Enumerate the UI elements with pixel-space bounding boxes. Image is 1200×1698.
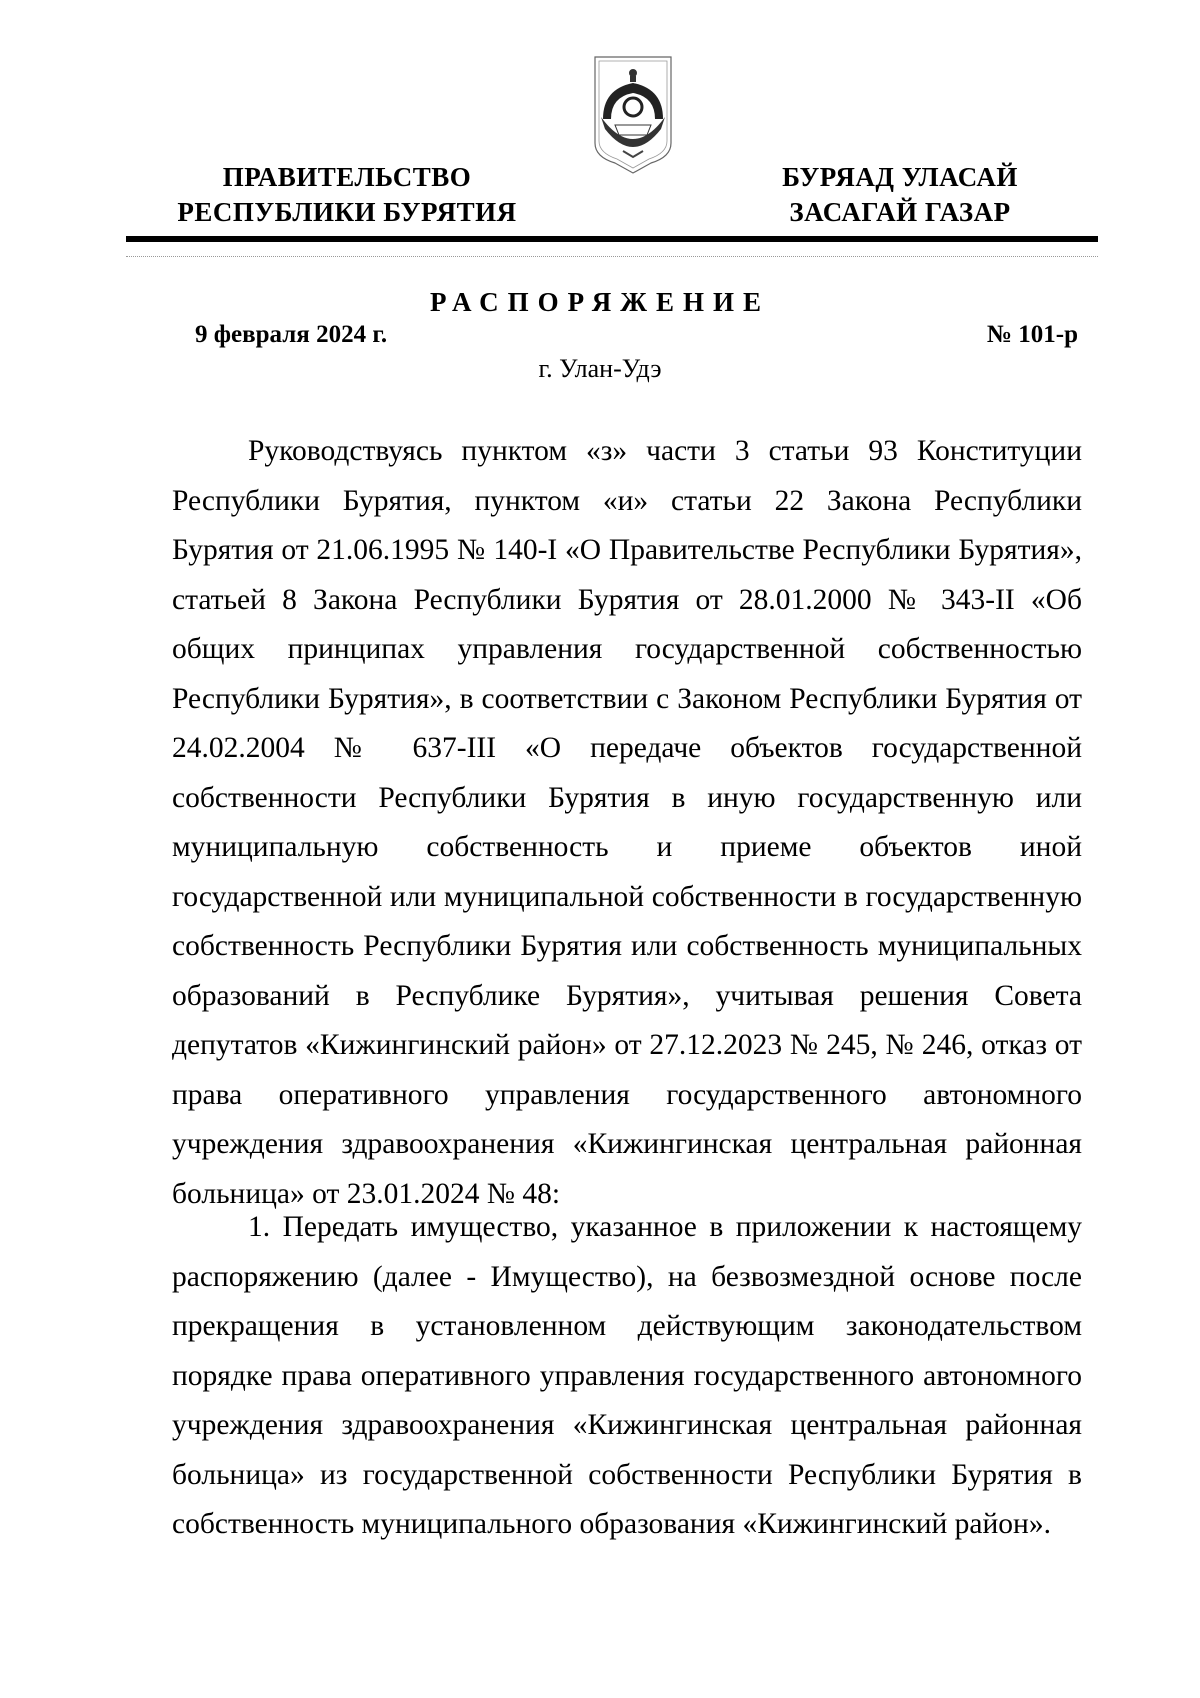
government-title-buryat	[755, 160, 1045, 230]
document-date: 9 февраля 2024 г.	[195, 321, 388, 348]
government-title-buryat-line1: БУРЯАД УЛАСАЙ	[782, 162, 1018, 192]
government-title-line2: РЕСПУБЛИКИ БУРЯТИЯ	[177, 197, 517, 227]
header-divider-thick	[126, 236, 1098, 242]
coat-of-arms-icon	[591, 55, 675, 175]
document-type-heading: РАСПОРЯЖЕНИЕ	[429, 287, 771, 317]
preamble-paragraph: Руководствуясь пунктом «з» части 3 статьи 93 Конституции Республики Бурятия, пунктом «и» статьи 22 Закона Республики Бурятия от 21.06.1995 № 140-I «О Правительстве Республики Бурятия», статьей 8 Закона Республики Бурятия от 28.01.2000 № 343-II «Об общих принципах управления государственной собственностью Республики Бурятия», в соответствии с Законом Республики Бурятия от 24.02.2004 № 637-III «О передаче объектов государственной собственности Республики Бурятия в иную государственную или муниципальную собственность и приеме объектов иной государственной или муниципальной собственности в государственную собственность Республики Бурятия или собственность муниципальных образований в Республике Бурятия», учитывая решения Совета депутатов «Кижингинский район» от 27.12.2023 № 245, № 246, отказ от права оперативного управления государственного автономного учреждения здравоохранения «Кижингинская центральная районная больница» от 23.01.2024 № 48:	[172, 435, 1082, 1210]
government-title-russian	[148, 160, 546, 230]
document-number: № 101-р	[986, 321, 1078, 348]
government-title-line1: ПРАВИТЕЛЬСТВО	[222, 162, 472, 192]
header-divider-thin	[126, 256, 1098, 257]
document-city: г. Улан-Удэ	[538, 354, 662, 383]
government-title-buryat-line2: ЗАСАГАЙ ГАЗАР	[789, 197, 1011, 227]
item-1-paragraph: 1. Передать имущество, указанное в приложении к настоящему распоряжению (далее - Имущество), на безвозмездной основе после прекращения в установленном действующим законодательством порядке права оперативного управления государственного автономного учреждения здравоохранения «Кижингинская центральная районная больница» из государственной собственности Республики Бурятия в собственность муниципального образования «Кижингинский район».	[172, 1211, 1082, 1540]
